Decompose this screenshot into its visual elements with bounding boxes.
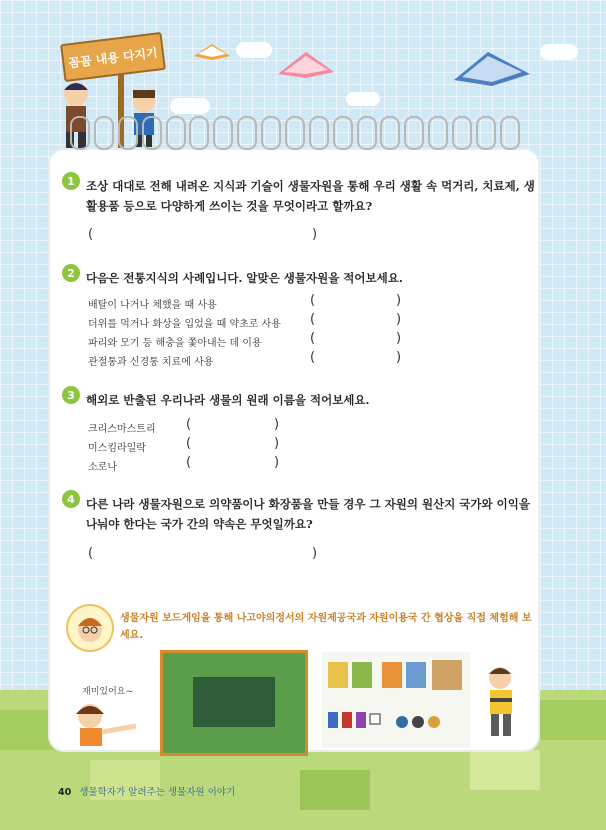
answer-blank-close: ) xyxy=(274,436,280,451)
grass-tile xyxy=(540,700,606,740)
q2-item: 더위를 먹거나 화상을 입었을 때 약초로 사용 xyxy=(88,319,281,330)
board-game-image xyxy=(160,650,308,756)
question-text: 해외로 반출된 우리나라 생물의 원래 이름을 적어보세요. xyxy=(86,393,370,407)
spiral-ring xyxy=(70,116,90,150)
game-cards-image xyxy=(322,652,470,748)
q3-item: 미스킴라일락 xyxy=(88,443,146,454)
q2-item: 관절통과 신경통 치료에 사용 xyxy=(88,357,214,368)
q2-item: 파리와 모기 등 해충을 쫓아내는 데 이용 xyxy=(88,338,262,349)
q2-item: 배탈이 나거나 체했을 때 사용 xyxy=(88,300,217,311)
answer-blank-close: ) xyxy=(396,293,402,308)
question-text: 다른 나라 생물자원으로 의약품이나 화장품을 만들 경우 그 자원의 원산지 국가와 이익을 나눠야 한다는 국가 간의 약속은 무엇일까요? xyxy=(86,497,530,531)
game-pieces-illustration xyxy=(322,652,470,748)
speech-bubble: 재미있어요~ xyxy=(82,687,134,697)
spiral-ring xyxy=(285,116,305,150)
flying-book-icon xyxy=(192,38,232,62)
section-sign xyxy=(60,32,166,82)
flying-book-icon xyxy=(276,46,336,80)
spiral-ring xyxy=(142,116,162,150)
answer-blank-close: ) xyxy=(312,227,318,242)
answer-blank-open: ( xyxy=(186,417,192,432)
answer-blank-open: ( xyxy=(88,546,94,561)
teacher-face-icon xyxy=(68,606,112,650)
spiral-ring xyxy=(357,116,377,150)
tip-text: 생물자원 보드게임을 통해 나고야의정서의 자원제공국과 자원이용국 간 협상을 직접 체험해 보세요. xyxy=(120,613,532,641)
spiral-ring xyxy=(500,116,520,150)
girl-character-icon xyxy=(66,698,156,754)
page-number: 40 xyxy=(58,787,72,798)
spiral-ring xyxy=(261,116,281,150)
board-center xyxy=(193,677,275,727)
spiral-ring xyxy=(94,116,114,150)
answer-blank-close: ) xyxy=(274,455,280,470)
cloud xyxy=(540,44,578,60)
answer-blank-open: ( xyxy=(186,455,192,470)
answer-blank-close: ) xyxy=(312,546,318,561)
flying-book-icon xyxy=(452,44,532,88)
spiral-ring xyxy=(380,116,400,150)
page-footer xyxy=(58,784,235,798)
spiral-ring xyxy=(237,116,257,150)
spiral-ring xyxy=(404,116,424,150)
answer-blank-close: ) xyxy=(396,312,402,327)
spiral-ring xyxy=(213,116,233,150)
answer-blank-open: ( xyxy=(88,227,94,242)
cloud xyxy=(170,98,210,114)
spiral-ring xyxy=(166,116,186,150)
grass-tile xyxy=(470,750,540,790)
q3-item: 소로나 xyxy=(88,462,117,473)
grass-tile xyxy=(300,770,370,810)
spiral-ring xyxy=(189,116,209,150)
book-title: 생물학자가 알려주는 생물자원 이야기 xyxy=(79,787,236,798)
question-number: 4 xyxy=(62,490,80,508)
teacher-avatar xyxy=(66,604,114,652)
q3-item: 크리스마스트리 xyxy=(88,424,156,435)
question-number: 1 xyxy=(62,172,80,190)
spiral-ring xyxy=(452,116,472,150)
question-text: 조상 대대로 전해 내려온 지식과 기술이 생물자원을 통해 우리 생활 속 먹거리, 치료제, 생활용품 등으로 다양하게 쓰이는 것을 무엇이라고 할까요? xyxy=(86,179,535,213)
answer-blank-open: ( xyxy=(310,293,316,308)
spiral-ring xyxy=(309,116,329,150)
cloud xyxy=(236,42,272,58)
spiral-ring xyxy=(428,116,448,150)
section-title: 꼼꼼 내용 다지기 xyxy=(67,45,159,70)
cloud xyxy=(346,92,380,106)
spiral-binding xyxy=(70,116,520,154)
answer-blank-close: ) xyxy=(396,350,402,365)
answer-blank-open: ( xyxy=(310,312,316,327)
tip-box xyxy=(62,604,537,648)
spiral-ring xyxy=(333,116,353,150)
answer-blank-open: ( xyxy=(186,436,192,451)
question-number: 2 xyxy=(62,264,80,282)
answer-blank-open: ( xyxy=(310,331,316,346)
question-text: 다음은 전통지식의 사례입니다. 알맞은 생물자원을 적어보세요. xyxy=(86,271,403,285)
answer-blank-open: ( xyxy=(310,350,316,365)
spiral-ring xyxy=(118,116,138,150)
answer-blank-close: ) xyxy=(274,417,280,432)
answer-blank-close: ) xyxy=(396,331,402,346)
question-number: 3 xyxy=(62,386,80,404)
boy-character-icon xyxy=(476,662,526,742)
spiral-ring xyxy=(476,116,496,150)
